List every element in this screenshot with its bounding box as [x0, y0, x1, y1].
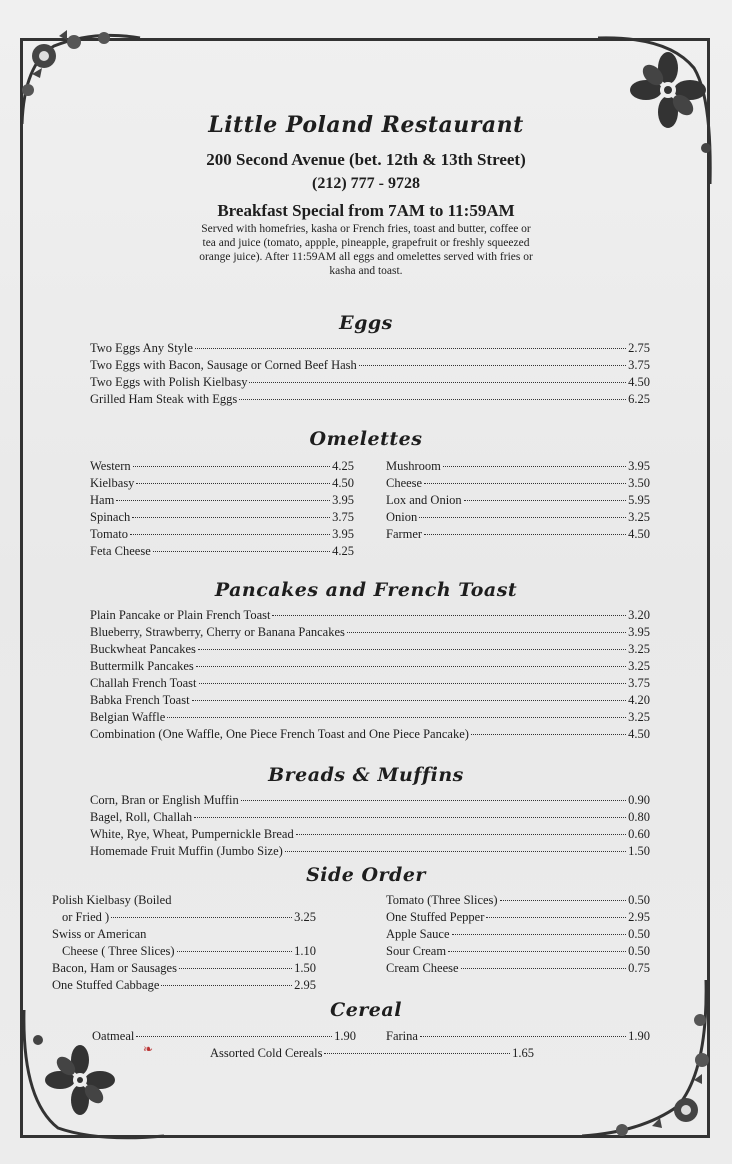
menu-item — [90, 809, 650, 826]
menu-item-name: Belgian Waffle — [90, 710, 166, 724]
menu-item-price: 4.25 — [332, 544, 354, 558]
menu-item — [210, 1045, 534, 1062]
menu-item-price: 4.25 — [332, 459, 354, 473]
menu-item-price: 4.50 — [332, 476, 354, 490]
menu-item-name: Assorted Cold Cereals — [210, 1046, 323, 1060]
menu-item-name: Babka French Toast — [90, 693, 190, 707]
menu-item — [90, 374, 650, 391]
menu-item-name: Bagel, Roll, Challah — [90, 810, 193, 824]
menu-item — [386, 1028, 650, 1045]
menu-item-name: Blueberry, Strawberry, Cherry or Banana Pancakes — [90, 625, 345, 639]
dot-leader — [448, 951, 626, 952]
menu-item-name: Spinach — [90, 510, 131, 524]
menu-item-price: 3.95 — [628, 459, 650, 473]
dot-leader — [192, 700, 627, 701]
section-title-omelettes: Omelettes — [309, 428, 423, 450]
dot-leader — [324, 1053, 510, 1054]
dot-leader — [136, 483, 330, 484]
breakfast-special-title: Breakfast Special from 7AM to 11:59AM — [217, 201, 515, 220]
menu-item-name: One Stuffed Cabbage — [52, 978, 160, 992]
menu-item-price: 0.90 — [628, 793, 650, 807]
menu-item-price: 0.60 — [628, 827, 650, 841]
dot-leader — [161, 985, 292, 986]
menu-item-name: or Fried ) — [62, 910, 110, 924]
menu-item-name: Kielbasy — [90, 476, 135, 490]
menu-item-price: 0.50 — [628, 893, 650, 907]
menu-item — [90, 526, 354, 543]
menu-item — [386, 526, 650, 543]
dot-leader — [296, 834, 626, 835]
menu-item-price: 1.90 — [628, 1029, 650, 1043]
menu-item — [90, 726, 650, 743]
menu-item-name: Onion — [386, 510, 418, 524]
dot-leader — [471, 734, 626, 735]
dot-leader — [132, 517, 330, 518]
menu-item-name: Cheese — [386, 476, 423, 490]
menu-item-name: Grilled Ham Steak with Eggs — [90, 392, 238, 406]
menu-item — [386, 909, 650, 926]
eggs-list — [90, 340, 650, 408]
menu-item-name: Two Eggs with Bacon, Sausage or Corned Beef Hash — [90, 358, 357, 372]
dot-leader — [177, 951, 293, 952]
menu-item-name: Bacon, Ham or Sausages — [52, 961, 177, 975]
menu-item — [90, 509, 354, 526]
menu-item-name: Two Eggs with Polish Kielbasy — [90, 375, 248, 389]
menu-item-name: Tomato (Three Slices) — [386, 893, 498, 907]
menu-item — [90, 357, 650, 374]
menu-item — [90, 658, 650, 675]
dot-leader — [272, 615, 626, 616]
menu-item-name: Sour Cream — [386, 944, 447, 958]
menu-item-name: Polish Kielbasy (Boiled — [52, 893, 172, 907]
dot-leader — [239, 399, 626, 400]
menu-item — [386, 960, 650, 977]
menu-item — [90, 675, 650, 692]
menu-item — [52, 960, 316, 977]
dot-leader — [198, 649, 626, 650]
restaurant-name: Little Poland Restaurant — [208, 112, 524, 138]
menu-item-name: Corn, Bran or English Muffin — [90, 793, 239, 807]
menu-item-name: Western — [90, 459, 131, 473]
menu-item-name: Oatmeal — [92, 1029, 135, 1043]
menu-item — [90, 641, 650, 658]
cereal-list-center — [210, 1045, 534, 1062]
pancakes-list — [90, 607, 650, 743]
menu-item — [90, 543, 354, 560]
menu-item-price: 3.75 — [628, 358, 650, 372]
dot-leader — [461, 968, 627, 969]
dot-leader — [420, 1036, 626, 1037]
menu-item — [90, 607, 650, 624]
menu-item — [90, 709, 650, 726]
menu-item-name: Lox and Onion — [386, 493, 462, 507]
menu-item-price: 3.25 — [628, 510, 650, 524]
dot-leader — [199, 683, 627, 684]
menu-item — [90, 492, 354, 509]
menu-item-price: 3.25 — [628, 710, 650, 724]
menu-item — [386, 892, 650, 909]
menu-item — [90, 624, 650, 641]
dot-leader — [179, 968, 292, 969]
dot-leader — [424, 483, 626, 484]
dot-leader — [194, 817, 626, 818]
menu-item-name: Buttermilk Pancakes — [90, 659, 194, 673]
menu-item — [52, 943, 316, 960]
menu-item — [90, 458, 354, 475]
stain-mark-icon: ❧ — [143, 1042, 154, 1056]
side-order-list-left — [52, 892, 316, 994]
menu-item — [386, 475, 650, 492]
dot-leader — [130, 534, 330, 535]
menu-item-price: 2.75 — [628, 341, 650, 355]
menu-item-name: White, Rye, Wheat, Pumpernickle Bread — [90, 827, 294, 841]
menu-item-name: Two Eggs Any Style — [90, 341, 193, 355]
menu-item — [90, 475, 354, 492]
dot-leader — [167, 717, 626, 718]
dot-leader — [500, 900, 627, 901]
cereal-list-left — [92, 1028, 356, 1045]
menu-item-price: 3.95 — [332, 493, 354, 507]
section-title-eggs: Eggs — [339, 312, 393, 334]
menu-item-price: 2.95 — [628, 910, 650, 924]
menu-item-price: 2.95 — [294, 978, 316, 992]
menu-item-name: Cream Cheese — [386, 961, 459, 975]
menu-item-price: 6.25 — [628, 392, 650, 406]
menu-item-name: Plain Pancake or Plain French Toast — [90, 608, 271, 622]
menu-item — [52, 926, 316, 943]
dot-leader — [443, 466, 626, 467]
section-title-breads: Breads & Muffins — [268, 764, 464, 786]
menu-item-price: 0.80 — [628, 810, 650, 824]
menu-item — [52, 892, 316, 909]
dot-leader — [347, 632, 626, 633]
section-title-pancakes: Pancakes and French Toast — [214, 579, 518, 601]
dot-leader — [452, 934, 627, 935]
menu-item-price: 3.25 — [294, 910, 316, 924]
menu-item-name: Feta Cheese — [90, 544, 151, 558]
dot-leader — [285, 851, 626, 852]
menu-item-price: 1.65 — [512, 1046, 534, 1060]
menu-item-name: One Stuffed Pepper — [386, 910, 485, 924]
menu-item-price: 4.50 — [628, 727, 650, 741]
menu-item — [52, 977, 316, 994]
menu-item-name: Tomato — [90, 527, 129, 541]
menu-item-name: Cheese ( Three Slices) — [62, 944, 175, 958]
menu-item — [52, 909, 316, 926]
dot-leader — [359, 365, 626, 366]
menu-item-price: 1.50 — [294, 961, 316, 975]
dot-leader — [424, 534, 626, 535]
menu-item-name: Farmer — [386, 527, 423, 541]
menu-item-price: 0.50 — [628, 927, 650, 941]
menu-item-name: Challah French Toast — [90, 676, 197, 690]
section-title-side-order: Side Order — [306, 864, 426, 886]
dot-leader — [241, 800, 626, 801]
dot-leader — [153, 551, 330, 552]
menu-item-name: Ham — [90, 493, 115, 507]
menu-item-name: Apple Sauce — [386, 927, 450, 941]
menu-item-price: 1.90 — [334, 1029, 356, 1043]
dot-leader — [133, 466, 330, 467]
menu-item-price: 3.75 — [332, 510, 354, 524]
dot-leader — [116, 500, 330, 501]
menu-item — [386, 509, 650, 526]
menu-item-price: 1.10 — [294, 944, 316, 958]
menu-item — [92, 1028, 356, 1045]
omelettes-list-left — [90, 458, 354, 560]
menu-item-price: 3.75 — [628, 676, 650, 690]
cereal-list-right — [386, 1028, 650, 1045]
menu-item-price: 5.95 — [628, 493, 650, 507]
side-order-list-right — [386, 892, 650, 977]
dot-leader — [195, 348, 626, 349]
menu-item-price: 3.25 — [628, 659, 650, 673]
section-title-cereal: Cereal — [330, 999, 402, 1021]
menu-item-price: 3.25 — [628, 642, 650, 656]
menu-item — [90, 692, 650, 709]
menu-item — [90, 340, 650, 357]
menu-item-price: 0.75 — [628, 961, 650, 975]
menu-item-price: 1.50 — [628, 844, 650, 858]
menu-item-price: 0.50 — [628, 944, 650, 958]
menu-item — [90, 843, 650, 860]
menu-item — [386, 492, 650, 509]
menu-item — [90, 391, 650, 408]
dot-leader — [419, 517, 626, 518]
menu-item-price: 3.95 — [332, 527, 354, 541]
dot-leader — [486, 917, 626, 918]
menu-item-price: 3.50 — [628, 476, 650, 490]
menu-item-name: Homemade Fruit Muffin (Jumbo Size) — [90, 844, 283, 858]
menu-item — [386, 458, 650, 475]
menu-item — [90, 826, 650, 843]
menu-item-name: Buckwheat Pancakes — [90, 642, 196, 656]
menu-item-price: 3.20 — [628, 608, 650, 622]
dot-leader — [464, 500, 626, 501]
breads-list — [90, 792, 650, 860]
menu-item-price: 4.20 — [628, 693, 650, 707]
breakfast-special-description: Served with homefries, kasha or French fries, toast and butter, coffee or tea and juice (tomato, appple, pineapple, grapefruit or freshly squeezed orange juice). After 11:59AM all eggs and omelettes served with fries or kasha and toast. — [199, 223, 533, 277]
menu-item-price: 4.50 — [628, 527, 650, 541]
menu-item — [386, 943, 650, 960]
menu-item-price: 3.95 — [628, 625, 650, 639]
menu-item-price: 4.50 — [628, 375, 650, 389]
omelettes-list-right — [386, 458, 650, 543]
menu-item-name: Combination (One Waffle, One Piece French Toast and One Piece Pancake) — [90, 727, 469, 741]
menu-item — [386, 926, 650, 943]
restaurant-address: 200 Second Avenue (bet. 12th & 13th Street) — [206, 150, 526, 169]
menu-item — [90, 792, 650, 809]
dot-leader — [249, 382, 626, 383]
menu-item-name: Swiss or American — [52, 927, 147, 941]
dot-leader — [196, 666, 626, 667]
menu-item-name: Farina — [386, 1029, 418, 1043]
dot-leader — [111, 917, 292, 918]
dot-leader — [136, 1036, 332, 1037]
restaurant-phone: (212) 777 - 9728 — [312, 175, 420, 192]
menu-item-name: Mushroom — [386, 459, 441, 473]
